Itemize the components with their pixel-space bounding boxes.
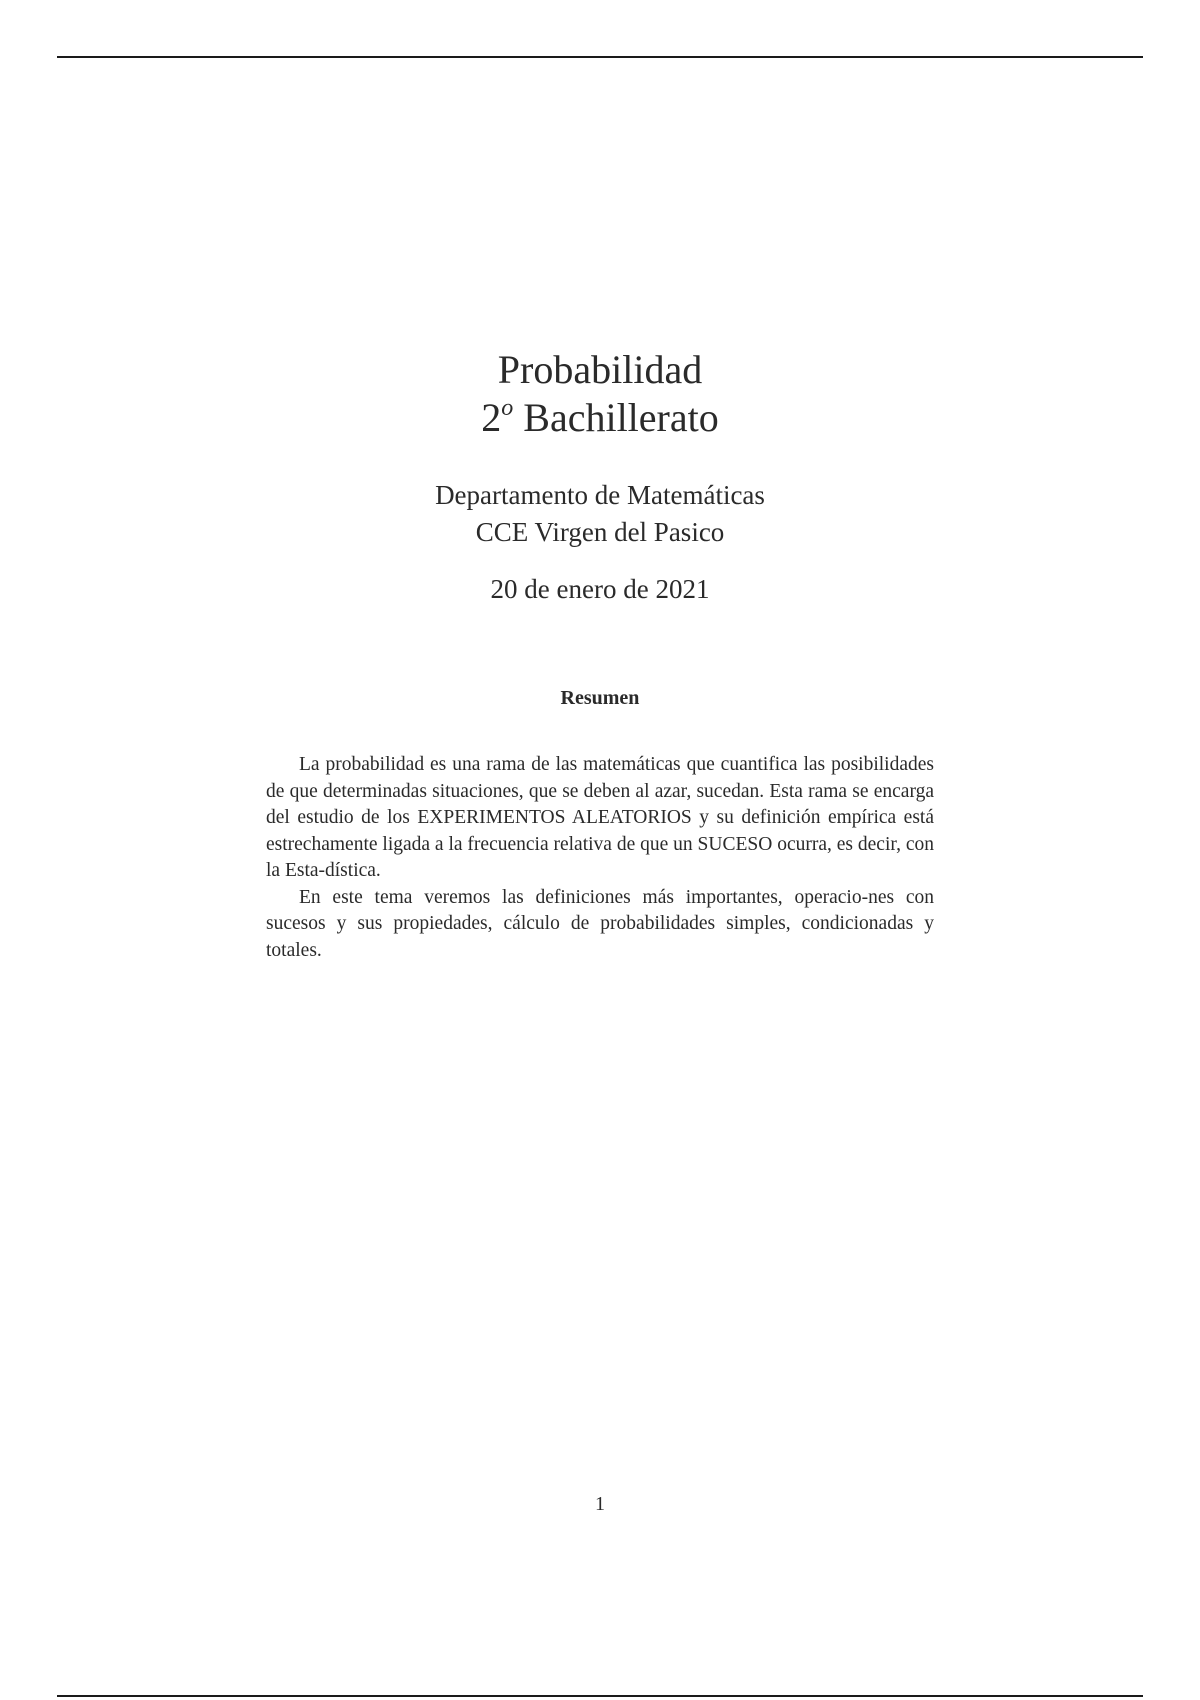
abstract-body [266, 752, 934, 964]
top-rule [57, 56, 1143, 58]
title-block [0, 346, 1200, 442]
abstract-paragraph: La probabilidad es una rama de las matemáticas que cuantifica las posibilidades de que determinadas situaciones, que se deben al azar, sucedan. Esta rama se encarga del estudio de los EXPERIMENTOS ALEATORIOS y su definición empírica está estrechamente ligada a la frecuencia relativa de que un SUCESO ocurra, es decir, con la Esta-dística. [266, 754, 934, 881]
subtitle-text: Bachillerato [523, 395, 719, 440]
subtitle-superscript: o [501, 395, 514, 421]
abstract-heading: Resumen [560, 687, 640, 709]
author-school: CCE Virgen del Pasico [475, 517, 725, 547]
abstract-paragraph: En este tema veremos las definiciones más importantes, operacio-nes con sucesos y sus propiedades, cálculo de probabilidades simples, condicionadas y totales. [266, 886, 934, 961]
document-date: 20 de enero de 2021 [490, 574, 710, 604]
document-title: Probabilidad [497, 347, 703, 392]
page-number: 1 [595, 1493, 605, 1515]
subtitle-number: 2 [481, 395, 502, 440]
bottom-rule [57, 1695, 1143, 1697]
author-block [0, 477, 1200, 551]
author-department: Departamento de Matemáticas [435, 480, 765, 510]
document-subtitle [0, 394, 1200, 442]
